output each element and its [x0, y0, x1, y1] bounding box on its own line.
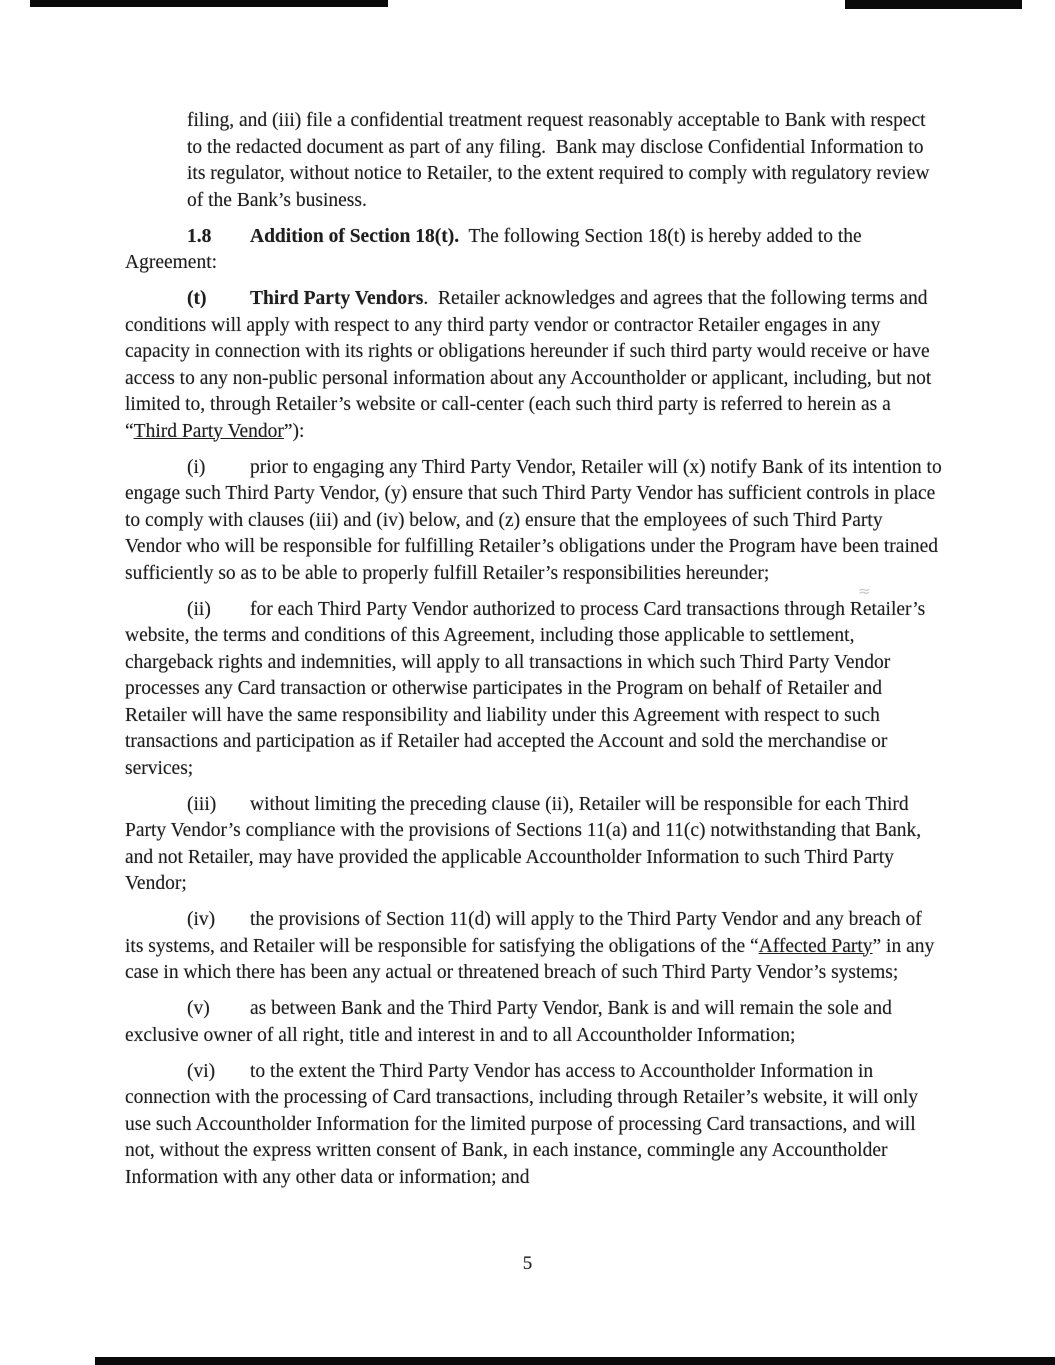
- subclause-i: [125, 455, 947, 588]
- subclause-iii-text: without limiting the preceding clause (ii), Retailer will be responsible for each Third Party Vendor’s compliance with the provisions of Sections 11(a) and 11(c) notwithstanding that Bank, and not Retailer, may have provided the applicable Accountholder Information to such Third Party Vendor;: [125, 793, 926, 894]
- section-1-8-heading: [125, 224, 943, 277]
- continuation-paragraph: [187, 108, 935, 214]
- page-number: 5: [522, 1253, 533, 1274]
- subclause-i-text: prior to engaging any Third Party Vendor, Retailer will (x) notify Bank of its intention to engage such Third Party Vendor, (y) ensure that such Third Party Vendor has sufficient controls in place to comply with clauses (iii) and (iv) below, and (z) ensure that the employees of such Third Party Vendor who will be responsible for fulfilling Retailer’s obligations under the Program have been trained sufficiently so as to be able to properly fulfill Retailer’s responsibilities hereunder;: [125, 456, 947, 584]
- scan-artifact-top-left: [30, 0, 388, 7]
- subclause-iv-label: (iv): [187, 909, 216, 930]
- section-number: 1.8: [187, 225, 212, 247]
- subclause-iv-text-end: ” in any case in which there has been any actual or threatened breach of such Third Party Vendor’s systems;: [125, 935, 940, 983]
- clause-t-label: (t): [187, 288, 207, 309]
- subclause-ii: [125, 597, 943, 783]
- subclause-vi: [125, 1059, 943, 1192]
- subclause-ii-label: (ii): [187, 598, 211, 620]
- section-lead-in: The following Section 18(t) is hereby added to the Agreement:: [125, 225, 866, 273]
- scan-artifact-bottom: [95, 1357, 1055, 1365]
- subclause-v: [125, 996, 943, 1049]
- subclause-iv-term: Affected Party: [758, 935, 873, 957]
- scan-artifact-top-right: [845, 0, 1022, 9]
- continuation-text: filing, and (iii) file a confidential treatment request reasonably acceptable to Bank with respect to the redacted document as part of any filing. Bank may disclose Confidential Information to its regulator, without notice to Retailer, to the extent required to comply with regulatory review of the Bank’s business.: [187, 110, 935, 211]
- subclause-iii: [125, 792, 943, 898]
- clause-t-defined-term: Third Party Vendor: [133, 420, 284, 442]
- clause-t-body: . Retailer acknowledges and agrees that the following terms and conditions will apply with respect to any third party vendor or contractor Retailer engages in any capacity in connection with its rights or obligations hereunder if such third party would receive or have access to any non-public personal information about any Accountholder or applicant, including, but not limited to, through Retailer’s website or call-center (each such third party is referred to herein as a “: [125, 288, 937, 442]
- section-title: Addition of Section 18(t).: [250, 225, 460, 247]
- subclause-vi-text: to the extent the Third Party Vendor has access to Accountholder Information in connection with the processing of Card transactions, including through Retailer’s website, it will only use such Accountholder Information for the limited purpose of processing Card transactions, and will not, without the express written consent of Bank, in each instance, commingle any Accountholder Information with any other data or information; and: [125, 1060, 923, 1188]
- subclause-v-text: as between Bank and the Third Party Vendor, Bank is and will remain the sole and exclusive owner of all right, title and interest in and to all Accountholder Information;: [125, 998, 897, 1046]
- subclause-vi-label: (vi): [187, 1060, 216, 1082]
- subclause-v-label: (v): [187, 998, 210, 1019]
- clause-t-paragraph: [125, 286, 943, 445]
- clause-t-body-end: ”):: [283, 420, 305, 442]
- subclause-iii-label: (iii): [187, 793, 217, 815]
- subclause-iv: [125, 907, 943, 987]
- document-body: [125, 108, 947, 1191]
- subclause-iv-text: the provisions of Section 11(d) will apply to the Third Party Vendor and any breach of its systems, and Retailer will be responsible for satisfying the obligations of the “: [125, 909, 927, 957]
- clause-t-title: Third Party Vendors: [250, 288, 424, 309]
- subclause-ii-text: for each Third Party Vendor authorized to process Card transactions through Retailer’s website, the terms and conditions of this Agreement, including those applicable to settlement, chargeback rights and indemnities, will apply to all transactions in which such Third Party Vendor processes any Card transaction or otherwise participates in the Program on behalf of Retailer and Retailer will have the same responsibility and liability under this Agreement with respect to such transactions and participation as if Retailer had accepted the Account and sold the merchandise or services;: [125, 598, 931, 779]
- subclause-i-label: (i): [187, 456, 206, 478]
- scan-smudge: ≈: [858, 582, 871, 600]
